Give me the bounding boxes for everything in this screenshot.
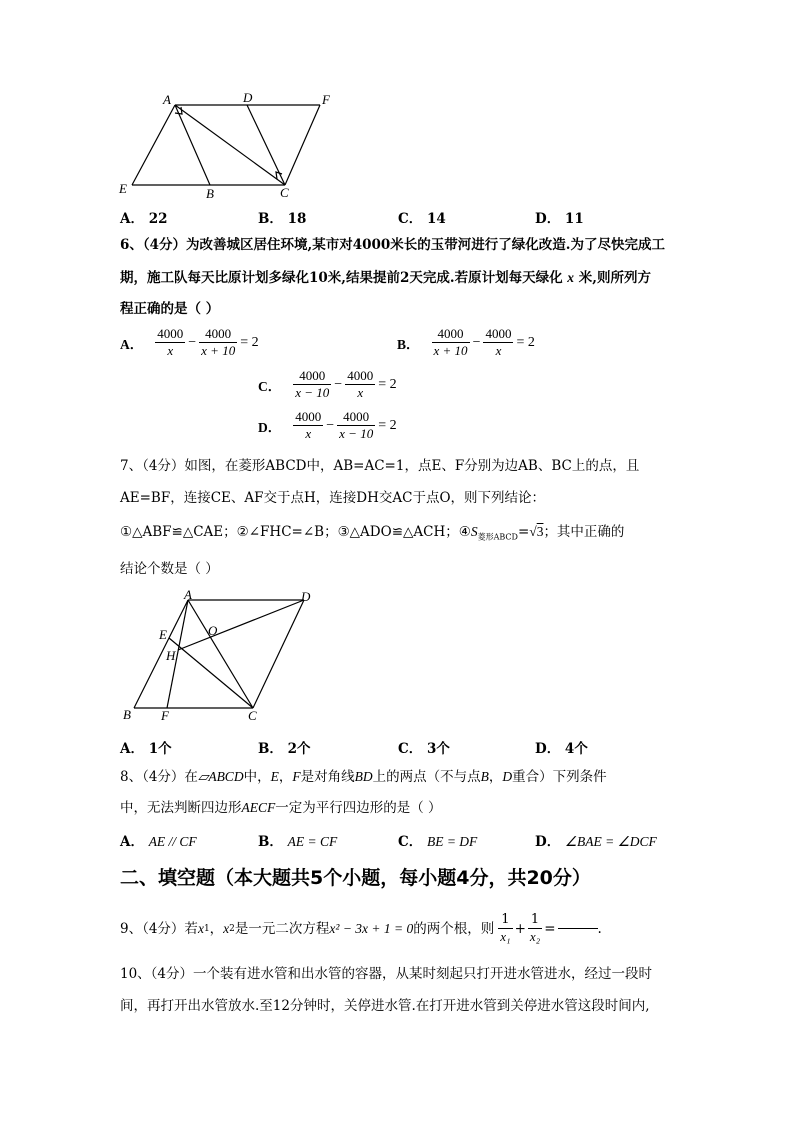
label-D: D [243, 90, 253, 105]
q6-option-d: D． $\frac{4000}{x}$ − $\frac{4000}{x - 10}$ = 2 [258, 409, 397, 441]
label-C: C [248, 708, 257, 723]
figure-parallelogram-aefc [110, 90, 340, 205]
label-B: B [123, 707, 131, 722]
q6-line-1: 6、（4分）为改善城区居住环境,某市对4000米长的玉带河进行了绿化改造.为了尽快完成工 [120, 237, 666, 253]
q7-line-2: AE=BF，连接CE、AF交于点H，连接DH交AC于点O，则下列结论： [120, 490, 546, 506]
q6-line-3: 程正确的是（ ） [120, 301, 220, 317]
q7-option-c: C． 3个 [398, 741, 450, 757]
q10-line-2: 间，再打开出水管放水.至12分钟时，关停进水管.在打开进水管到关停进水管这段时间内, [120, 998, 650, 1014]
label-O: O [208, 623, 218, 638]
q6-option-a: A． $\frac{4000}{x}$ − $\frac{4000}{x + 10}$ = 2 [120, 326, 259, 358]
q7-line-4: 结论个数是（ ） [120, 561, 219, 577]
q6-option-b: B． $\frac{4000}{x + 10}$ − $\frac{4000}{x}$ = 2 [397, 326, 535, 358]
q8-line-2: 中，无法判断四边形AECF一定为平行四边形的是（ ） [120, 800, 442, 816]
label-A: A [184, 588, 192, 602]
label-F: F [161, 708, 169, 723]
q7-line-3: ①△ABF≌△CAE；②∠FHC=∠B；③△ADO≌△ACH；$④S_{菱形ABCD}=√3$；其中正确的 [120, 524, 625, 542]
label-C: C [280, 185, 289, 200]
q8-line-1: 8、（4分）在▱ABCD中，E，F是对角线BD上的两点（不与点B，D重合）下列条件 [120, 769, 607, 785]
section-heading: 二、填空题（本大题共5个小题，每小题4分，共20分） [120, 867, 591, 889]
q10-line-1: 10、（4分）一个装有进水管和出水管的容器，从某时刻起只打开进水管进水，经过一段时 [120, 966, 653, 982]
label-F: F [322, 92, 330, 107]
q7-option-a: A． 1个 [120, 741, 172, 757]
q8-option-d: D． ∠BAE = ∠DCF [535, 834, 657, 850]
figure-rhombus-abcd [118, 588, 328, 728]
q8-option-b: B． AE = CF [258, 834, 338, 850]
q5-option-c: C． 14 [398, 211, 446, 227]
label-E: E [119, 181, 127, 196]
label-H: H [166, 648, 176, 663]
q7-option-d: D． 4个 [535, 741, 588, 757]
q5-option-a: A． 22 [120, 211, 168, 227]
q7-line-1: 7、（4分）如图，在菱形ABCD中，AB=AC=1，点E、F分别为边AB、BC上的点，且 [120, 458, 640, 474]
q7-option-b: B． 2个 [258, 741, 311, 757]
label-D: D [301, 589, 311, 604]
q5-option-b: B． 18 [258, 211, 307, 227]
q8-option-c: C． BE = DF [398, 834, 478, 850]
q5-option-d: D． 11 [535, 211, 584, 227]
answer-blank[interactable] [558, 928, 598, 929]
q6-option-c: C． $\frac{4000}{x - 10}$ − $\frac{4000}{x}$ = 2 [258, 368, 397, 400]
q6-line-2: 期，施工队每天比原计划多绿化10米,结果提前2天完成.若原计划每天绿化 x 米,则所列方 [120, 270, 651, 286]
q9-line: 9、（4分）若 x 1 ， x 2 是一元二次方程 x² − 3x + 1 = 0 的两个根，则 $\frac{1}{\text{x₁}}$ + $\frac{1}{\text{x₂}}$ = . [120, 912, 602, 944]
q8-option-a: A． AE // CF [120, 834, 197, 850]
label-A: A [163, 92, 171, 107]
label-B: B [206, 186, 214, 201]
label-E: E [159, 627, 167, 642]
